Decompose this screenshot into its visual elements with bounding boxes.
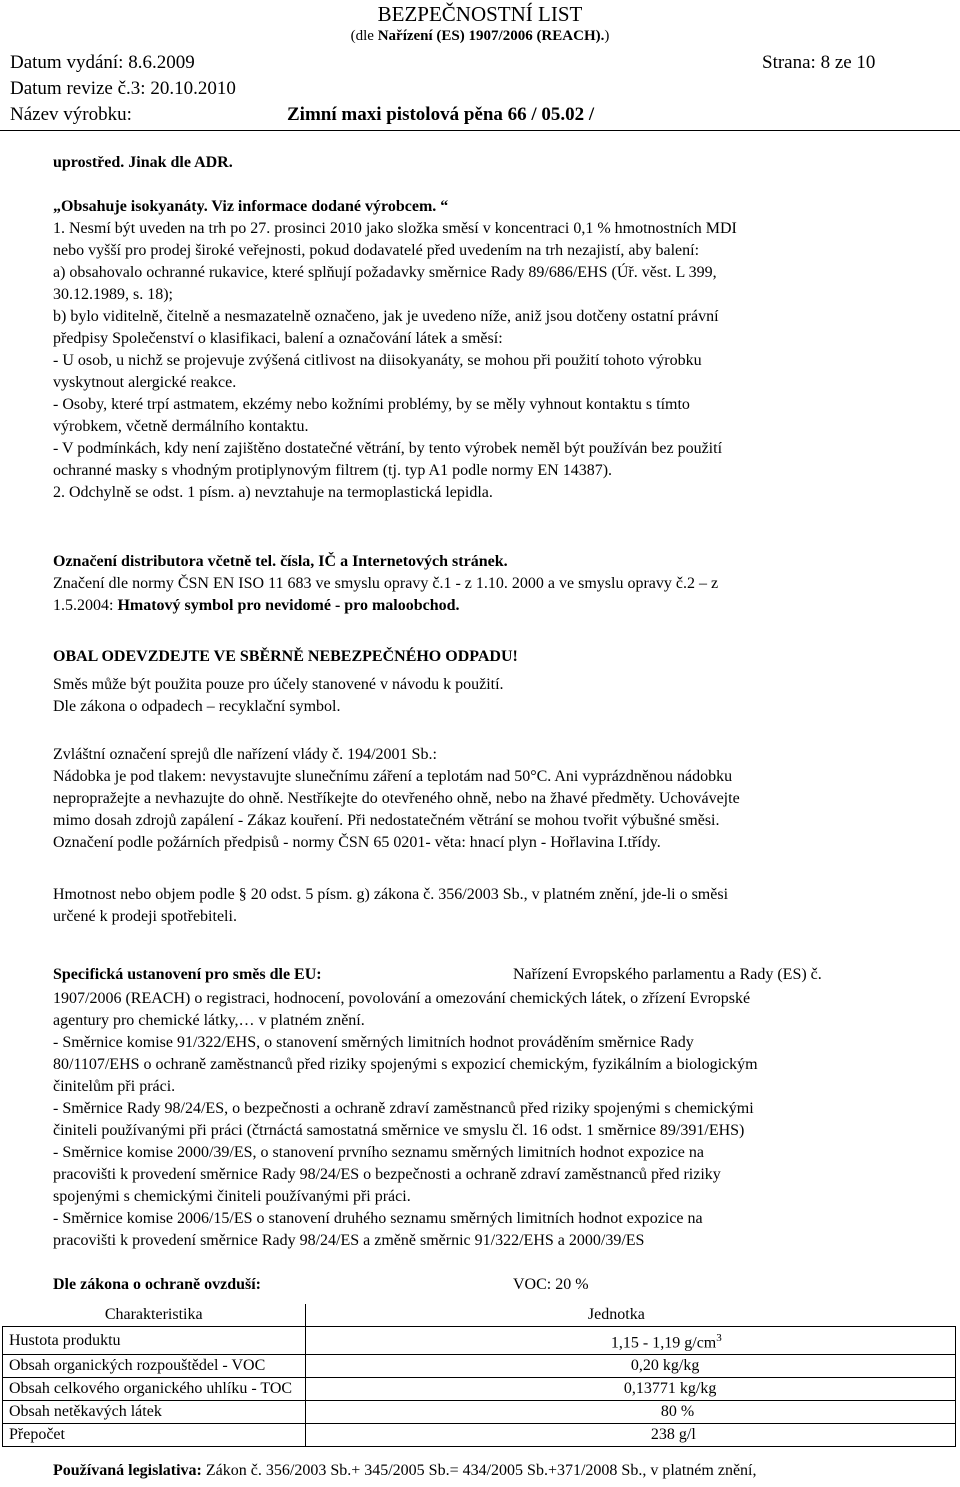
eu-line: - Směrnice komise 2000/39/ES, o stanovení prvního seznamu směrných limitních hodnot expozice na [53, 1144, 704, 1161]
table-header-unit: Jednotka [305, 1304, 955, 1327]
distributor-heading: Označení distributora včetně tel. čísla, IČ a Internetových stránek. [53, 553, 508, 570]
spray-line: nepropražejte a nevhazujte do ohně. Nestříkejte do otevřeného ohně, nebo na žhavé předměty. Uchovávejte [53, 790, 740, 807]
intro-line: - V podmínkách, kdy není zajištěno dostatečné větrání, by tento výrobek neměl být používán bez použití [53, 440, 723, 457]
product-name: Zimní maxi pistolová pěna 66 / 05.02 / [287, 104, 595, 125]
eu-heading-value: Nařízení Evropského parlamentu a Rady (ES) č. [513, 966, 822, 983]
intro-line: 30.12.1989, s. 18); [53, 286, 173, 303]
properties-table [2, 1304, 956, 1447]
intro-line: a) obsahovalo ochranné rukavice, které splňují požadavky směrnice Rady 89/686/EHS (Úř. věst. L 399, [53, 264, 717, 281]
eu-line: 1907/2006 (REACH) o registraci, hodnocení, povolování a omezování chemických látek, o zřízení Evropské [53, 990, 751, 1007]
eu-heading: Specifická ustanovení pro směs dle EU: [53, 966, 322, 983]
regulation-subtitle: (dle Nařízení (ES) 1907/2006 (REACH).) [350, 28, 610, 44]
table-cell-name: Obsah netěkavých látek [3, 1401, 306, 1424]
table-row [3, 1424, 956, 1447]
waste-section [53, 646, 933, 718]
weight-section [53, 884, 933, 928]
eu-line: pracovišti k provedení směrnice Rady 98/24/ES o bezpečnosti a ochraně zdraví zaměstnanců před riziky [53, 1166, 721, 1183]
spray-heading: Zvláštní označení sprejů dle nařízení vlády č. 194/2001 Sb.: [53, 746, 437, 763]
eu-line: - Směrnice komise 91/322/EHS, o stanovení směrných limitních hodnot prováděním směrnice Rady [53, 1034, 694, 1051]
weight-line: Hmotnost nebo objem podle § 20 odst. 5 písm. g) zákona č. 356/2003 Sb., v platném znění, jde-li o směsi [53, 886, 729, 903]
eu-line: agentury pro chemické látky,… v platném znění. [53, 1012, 365, 1029]
table-header-row [3, 1304, 956, 1327]
table-cell-name: Obsah celkového organického uhlíku - TOC [3, 1378, 306, 1401]
table-cell-value [305, 1424, 955, 1447]
intro-line: „Obsahuje isokyanáty. Viz informace dodané výrobcem. “ [53, 198, 449, 215]
intro-line: nebo vyšší pro prodej široké veřejnosti, pokud dodavatelé před uvedením na trh nezajistí, aby balení: [53, 242, 700, 259]
intro-line: uprostřed. Jinak dle ADR. [53, 154, 233, 171]
eu-line: činitelům při práci. [53, 1078, 176, 1095]
intro-line: výrobkem, včetně dermálního kontaktu. [53, 418, 309, 435]
page-number: Strana: 8 ze 10 [762, 52, 876, 73]
eu-section [53, 988, 933, 1252]
issue-date: Datum vydání: 8.6.2009 [10, 52, 195, 73]
eu-line: 80/1107/EHS o ochraně zaměstnanců před riziky spojenými s expozicí chemickým, fyzikálním a biologickým [53, 1056, 758, 1073]
table-row [3, 1378, 956, 1401]
spray-line: mimo dosah zdrojů zapálení - Zákaz kouření. Při nedostatečném větrání se mohou tvořit výbušné směsi. [53, 812, 720, 829]
intro-line: ochranné masky s vhodným protiplynovým filtrem (tj. typ A1 podle normy EN 14387). [53, 462, 613, 479]
table-value-text: 238 g/l [650, 1426, 696, 1444]
table-value-text: 0,13771 kg/kg [623, 1380, 717, 1398]
eu-line: spojenými s chemickými činiteli používanými při práci. [53, 1188, 411, 1205]
table-row [3, 1327, 956, 1355]
eu-line: - Směrnice komise 2006/15/ES o stanovení druhého seznamu směrných limitních hodnot expozice na [53, 1210, 703, 1227]
header-divider [0, 130, 960, 131]
weight-line: určené k prodeji spotřebiteli. [53, 908, 237, 925]
air-value: VOC: 20 % [513, 1276, 589, 1293]
footer-legislation: Používaná legislativa: Zákon č. 356/2003 Sb.+ 345/2005 Sb.= 434/2005 Sb.+371/2008 Sb., v platném znění, [53, 1462, 757, 1479]
intro-line: 2. Odchylně se odst. 1 písm. a) nevztahuje na termoplastická lepidla. [53, 484, 493, 501]
product-label: Název výrobku: [10, 104, 132, 125]
spray-section [53, 744, 933, 854]
revision-date: Datum revize č.3: 20.10.2010 [10, 78, 236, 99]
table-value-text: 80 % [660, 1403, 695, 1421]
air-heading: Dle zákona o ochraně ovzduší: [53, 1276, 261, 1293]
distributor-line: 1.5.2004: Hmatový symbol pro nevidomé - pro maloobchod. [53, 597, 460, 614]
distributor-line: Značení dle normy ČSN EN ISO 11 683 ve smyslu opravy č.1 - z 1.10. 2000 a ve smyslu opravy č.2 – z [53, 575, 719, 592]
table-cell-name: Přepočet [3, 1424, 306, 1447]
table-value-text: 1,15 - 1,19 g/cm [610, 1334, 717, 1352]
waste-heading: OBAL ODEVZDEJTE VE SBĚRNĚ NEBEZPEČNÉHO ODPADU! [53, 648, 518, 665]
table-header-characteristic: Charakteristika [3, 1304, 306, 1327]
waste-line: Směs může být použita pouze pro účely stanovené v návodu k použití. [53, 676, 504, 693]
table-cell-name: Obsah organických rozpouštědel - VOC [3, 1355, 306, 1378]
intro-line: 1. Nesmí být uveden na trh po 27. prosinci 2010 jako složka směsí v koncentraci 0,1 % hmotnostních MDI [53, 220, 737, 237]
table-cell-value [305, 1401, 955, 1424]
intro-line: - Osoby, které trpí astmatem, ekzémy nebo kožními problémy, by se měly vyhnout kontaktu s tímto [53, 396, 690, 413]
intro-line: předpisy Společenství o klasifikaci, balení a označování látek a směsí: [53, 330, 503, 347]
intro-line: vyskytnout alergické reakce. [53, 374, 237, 391]
eu-line: - Směrnice Rady 98/24/ES, o bezpečnosti a ochraně zdraví zaměstnanců před riziky spojenými s chemickými [53, 1100, 754, 1117]
table-row [3, 1355, 956, 1378]
table-value-text: 0,20 kg/kg [630, 1357, 700, 1375]
document-title: BEZPEČNOSTNÍ LIST [377, 2, 583, 26]
distributor-section [53, 551, 933, 617]
table-cell-value [305, 1327, 955, 1355]
table-row [3, 1401, 956, 1424]
table-value-superscript: 3 [716, 1332, 722, 1344]
eu-line: činiteli používanými při práci (čtrnáctá samostatná směrnice ve smyslu čl. 16 odst. 1 směrnice 89/391/EHS) [53, 1122, 745, 1139]
table-cell-value [305, 1355, 955, 1378]
table-cell-name: Hustota produktu [3, 1327, 306, 1355]
spray-line: Označení podle požárních předpisů - normy ČSN 65 0201- věta: hnací plyn - Hořlavina I.třídy. [53, 834, 661, 851]
table-cell-value [305, 1378, 955, 1401]
spray-line: Nádobka je pod tlakem: nevystavujte slunečnímu záření a teplotám nad 50°C. Ani vyprázdněnou nádobku [53, 768, 733, 785]
intro-section [53, 152, 933, 504]
intro-line: - U osob, u nichž se projevuje zvýšená citlivost na diisokyanáty, se mohou při použití tohoto výrobku [53, 352, 702, 369]
waste-line: Dle zákona o odpadech – recyklační symbol. [53, 698, 341, 715]
intro-line: b) bylo viditelně, čitelně a nesmazatelně označeno, jak je uvedeno níže, aniž jsou dotčeny ostatní právní [53, 308, 719, 325]
eu-line: pracovišti k provedení směrnice Rady 98/24/ES a změně směrnic 91/322/EHS a 2000/39/ES [53, 1232, 645, 1249]
